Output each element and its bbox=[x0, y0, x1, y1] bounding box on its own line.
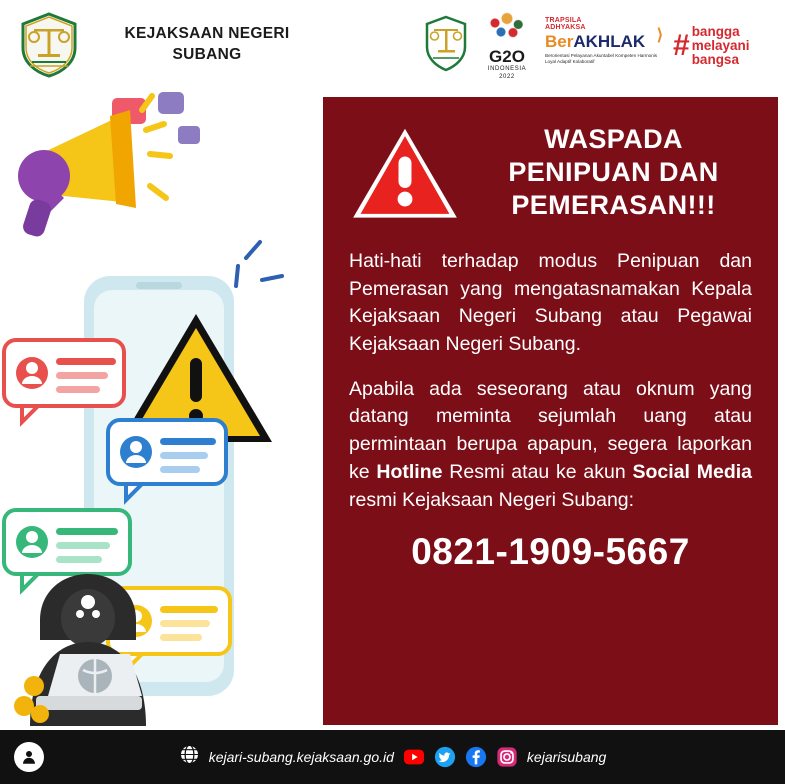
panel-title bbox=[475, 119, 752, 222]
footer-bar bbox=[0, 730, 785, 784]
footer-links bbox=[44, 744, 741, 770]
globe-icon bbox=[179, 744, 200, 770]
kejaksaan-logo bbox=[18, 12, 80, 78]
g20-subtitle: INDONESIA 2022 bbox=[487, 66, 527, 80]
g20-logo bbox=[479, 11, 535, 81]
p2-social-media: Social Media bbox=[632, 460, 753, 483]
instagram-icon[interactable] bbox=[496, 746, 518, 768]
warning-panel bbox=[323, 97, 778, 725]
institution-name-line2: SUBANG bbox=[172, 45, 242, 63]
berakhlak-wordmark: BerAKHLAK bbox=[545, 31, 646, 51]
warning-triangle-icon bbox=[349, 125, 461, 230]
p2-part1: Apabila ada seseorang atau oknum yang datang meminta sejumlah uang atau permintaan berupa apapun, segera laporkan ke bbox=[349, 377, 752, 483]
institution-name-line1: KEJAKSAAN NEGERI bbox=[124, 25, 290, 42]
twitter-icon[interactable] bbox=[434, 746, 456, 768]
berakhlak-top-text: TRAPSILA ADHYAKSA bbox=[545, 17, 586, 32]
kejaksaan-logo-small bbox=[423, 15, 469, 78]
partner-logo-row bbox=[423, 10, 771, 82]
bangga-wordmark: bangga melayani bangsa bbox=[691, 23, 750, 68]
footer-social-handle[interactable]: kejarisubang bbox=[526, 749, 607, 765]
panel-title-line2: PENIPUAN DAN bbox=[508, 156, 719, 187]
p2-part3: resmi Kejaksaan Negeri Subang: bbox=[349, 488, 635, 511]
bangga-melayani-bangsa-logo bbox=[673, 18, 771, 74]
berakhlak-values-text: Berorientasi Pelayanan Akuntabel Kompeten Harmonis Loyal Adaptif Kolaboratif bbox=[545, 52, 658, 64]
facebook-icon[interactable] bbox=[465, 746, 487, 768]
panel-paragraph-2 bbox=[349, 376, 752, 514]
berakhlak-logo bbox=[545, 17, 663, 75]
p2-hotline: Hotline bbox=[376, 460, 443, 483]
hotline-phone-number: 0821-1909-5667 bbox=[411, 531, 690, 573]
header bbox=[0, 0, 785, 90]
user-avatar-icon bbox=[14, 742, 44, 772]
panel-title-line1: WASPADA bbox=[544, 124, 683, 154]
g20-batik-ornament bbox=[487, 11, 527, 41]
p2-part2: Resmi atau ke akun bbox=[442, 460, 633, 483]
fraud-awareness-illustration bbox=[0, 90, 320, 730]
youtube-icon[interactable] bbox=[403, 746, 425, 768]
panel-title-line3: PEMERASAN!!! bbox=[511, 189, 716, 220]
chevron-right-icon: ⟩ bbox=[656, 27, 663, 44]
hash-icon: # bbox=[673, 29, 690, 62]
institution-name bbox=[92, 24, 322, 66]
panel-paragraph-1: Hati-hati terhadap modus Penipuan dan Pemerasan yang mengatasnamakan Kepala Kejaksaan Negeri Subang atau Pegawai Kejaksaan Negeri Subang. bbox=[349, 250, 752, 356]
g20-title: G2O bbox=[489, 47, 525, 66]
panel-header bbox=[349, 119, 752, 230]
footer-website[interactable]: kejari-subang.kejaksaan.go.id bbox=[208, 749, 394, 765]
